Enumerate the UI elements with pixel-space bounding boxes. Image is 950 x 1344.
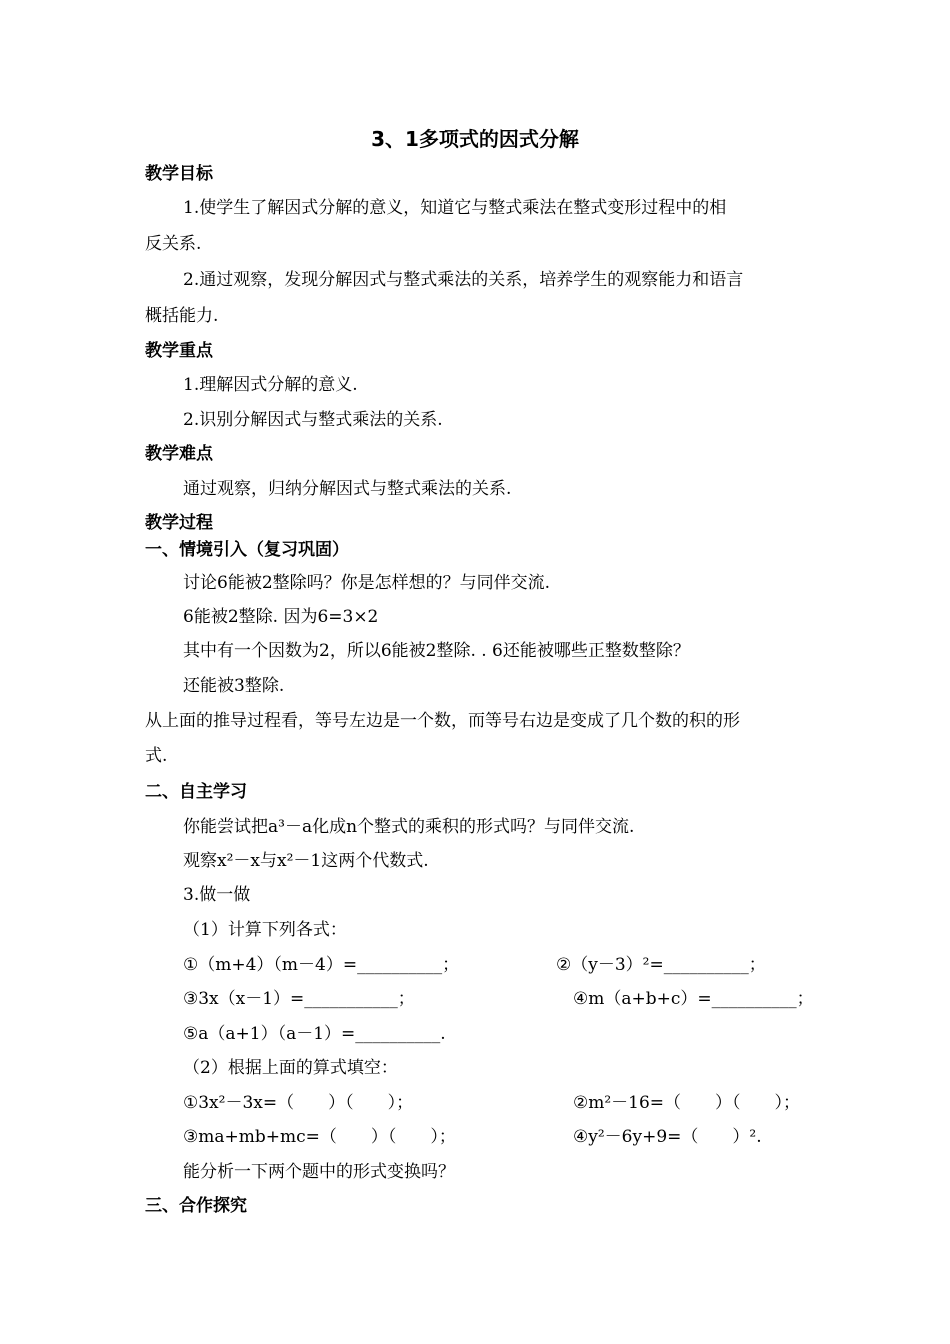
keypoints-heading: 教学重点 bbox=[145, 341, 213, 361]
difficulty-1: 通过观察，归纳分解因式与整式乘法的关系. bbox=[183, 479, 512, 499]
calc-item-1: ①（m+4）（m－4）=__________； bbox=[183, 955, 460, 975]
section-1-para-1: 讨论6能被2整除吗？你是怎样想的？与同伴交流. bbox=[183, 573, 551, 593]
calc-item-3: ③3x（x－1）=___________； bbox=[183, 989, 415, 1009]
fill-item-3: ③ma+mb+mc=（ ）（ ）； bbox=[183, 1127, 456, 1147]
section-2-para-3: 3.做一做 bbox=[183, 885, 251, 905]
question-1-prompt: （1）计算下列各式： bbox=[183, 920, 347, 940]
keypoint-2: 2.识别分解因式与整式乘法的关系. bbox=[183, 410, 443, 430]
calc-item-2: ②（y－3）²=__________； bbox=[556, 955, 766, 975]
section-2-heading: 二、自主学习 bbox=[145, 782, 247, 802]
section-1-para-3: 其中有一个因数为2，所以6能被2整除. . 6还能被哪些正整数整除？ bbox=[183, 641, 690, 661]
section-2-para-2: 观察x²－x与x²－1这两个代数式. bbox=[183, 851, 429, 871]
fill-item-2: ②m²－16=（ ）（ ）； bbox=[573, 1093, 801, 1113]
document-title: 3、1多项式的因式分解 bbox=[371, 127, 579, 151]
section-1-para-5-line-1: 从上面的推导过程看，等号左边是一个数，而等号右边是变成了几个数的积的形 bbox=[145, 711, 740, 731]
calc-item-4: ④m（a+b+c）=__________； bbox=[573, 989, 814, 1009]
section-2-para-1: 你能尝试把a³－a化成n个整式的乘积的形式吗？与同伴交流. bbox=[183, 817, 635, 837]
process-heading: 教学过程 bbox=[145, 513, 213, 533]
section-3-heading: 三、合作探究 bbox=[145, 1196, 247, 1216]
question-2-prompt: （2）根据上面的算式填空： bbox=[183, 1058, 398, 1078]
objectives-heading: 教学目标 bbox=[145, 164, 213, 184]
difficulty-heading: 教学难点 bbox=[145, 444, 213, 464]
objective-1-line-1: 1.使学生了解因式分解的意义，知道它与整式乘法在整式变形过程中的相 bbox=[183, 198, 727, 218]
section-1-para-2: 6能被2整除. 因为6=3×2 bbox=[183, 607, 379, 627]
keypoint-1: 1.理解因式分解的意义. bbox=[183, 375, 358, 395]
fill-item-1: ①3x²－3x=（ ）（ ）； bbox=[183, 1093, 414, 1113]
section-1-para-5-line-2: 式. bbox=[145, 746, 168, 766]
section-1-heading: 一、情境引入（复习巩固） bbox=[145, 540, 349, 560]
fill-item-4: ④y²－6y+9=（ ）². bbox=[573, 1127, 762, 1147]
objective-1-line-2: 反关系. bbox=[145, 234, 202, 254]
section-2-para-4: 能分析一下两个题中的形式变换吗？ bbox=[183, 1162, 455, 1182]
calc-item-5: ⑤a（a+1）（a－1）=__________. bbox=[183, 1024, 446, 1044]
objective-2-line-1: 2.通过观察，发现分解因式与整式乘法的关系，培养学生的观察能力和语言 bbox=[183, 270, 744, 290]
objective-2-line-2: 概括能力. bbox=[145, 306, 219, 326]
section-1-para-4: 还能被3整除. bbox=[183, 676, 285, 696]
